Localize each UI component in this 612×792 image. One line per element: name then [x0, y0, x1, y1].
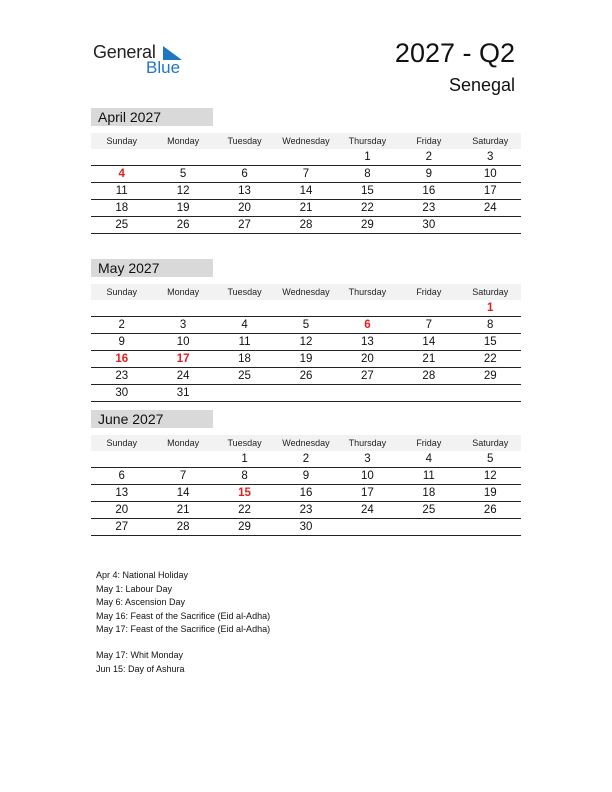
- day-cell: 3: [364, 453, 371, 465]
- weekday-label: Thursday: [348, 287, 387, 297]
- week-row: [91, 166, 521, 183]
- day-cell: [275, 149, 336, 165]
- weekday-label: Wednesday: [282, 287, 330, 297]
- day-cell: 7: [425, 319, 433, 331]
- holiday-note: May 17: Feast of the Sacrifice (Eid al-Adha): [96, 624, 271, 634]
- day-cell: 24: [361, 504, 374, 516]
- day-cell: 30: [422, 219, 436, 231]
- day-cell: 2: [425, 151, 433, 163]
- day-cell: 23: [422, 202, 436, 214]
- country-name: Senegal: [448, 75, 515, 95]
- day-cell: [337, 385, 398, 401]
- day-cell: [460, 519, 521, 535]
- day-cell: 21: [422, 353, 436, 365]
- weekday-label: Saturday: [472, 136, 509, 146]
- holiday-note: May 17: Whit Monday: [96, 650, 184, 660]
- day-cell: 22: [361, 202, 374, 214]
- day-cell: [152, 149, 213, 165]
- day-cell: 17: [361, 487, 374, 499]
- day-cell: 27: [238, 219, 251, 231]
- weekday-label: Tuesday: [227, 136, 262, 146]
- week-row: [91, 368, 521, 385]
- weekday-label: Thursday: [348, 136, 387, 146]
- day-cell: 5: [302, 319, 310, 331]
- quarter-title: 2027 - Q2: [394, 38, 515, 68]
- weekday-label: Wednesday: [282, 438, 330, 448]
- day-cell: [275, 300, 336, 316]
- day-cell: 13: [238, 185, 251, 197]
- day-cell: [275, 385, 336, 401]
- weekday-label: Sunday: [106, 438, 137, 448]
- logo-text-blue: Blue: [146, 58, 181, 77]
- week-row: [91, 149, 521, 166]
- weekday-label: Friday: [416, 438, 442, 448]
- holiday-note: May 16: Feast of the Sacrifice (Eid al-Adha): [96, 610, 271, 621]
- week-row: [91, 485, 521, 502]
- day-cell: 27: [361, 370, 374, 382]
- day-cell: 29: [361, 219, 374, 231]
- day-cell: 10: [361, 470, 374, 482]
- weekday-label: Saturday: [472, 287, 509, 297]
- month-label: April 2027: [91, 108, 213, 126]
- day-cell: 5: [179, 168, 187, 180]
- logo-text-general: General: [93, 42, 156, 62]
- day-cell: 20: [361, 353, 374, 365]
- day-cell: 1: [241, 453, 248, 465]
- weekday-label: Monday: [167, 287, 200, 297]
- week-row: [91, 183, 521, 200]
- day-cell: [398, 300, 459, 316]
- month-block: [91, 108, 521, 234]
- day-cell: 13: [115, 487, 129, 499]
- day-cell: 26: [299, 370, 313, 382]
- day-cell: 16: [299, 487, 313, 499]
- day-cell: 7: [179, 470, 187, 482]
- day-cell: 30: [115, 387, 129, 399]
- day-cell: [91, 451, 152, 467]
- day-cell: [214, 149, 275, 165]
- holiday-notes: [96, 569, 270, 637]
- day-cell: 5: [487, 453, 494, 465]
- weekday-label: Sunday: [106, 287, 137, 297]
- day-cell: [91, 300, 152, 316]
- day-cell: 27: [115, 521, 129, 533]
- day-cell: 9: [302, 470, 310, 482]
- holiday-notes-secondary: [96, 649, 185, 676]
- weekday-header-row: [91, 284, 521, 300]
- day-cell: 18: [238, 353, 251, 365]
- day-cell: 2: [302, 453, 310, 465]
- day-cell: 1: [364, 151, 371, 163]
- day-cell: 15: [483, 336, 497, 348]
- day-cell: 25: [115, 219, 129, 231]
- day-cell: 12: [483, 470, 497, 482]
- day-cell: 15: [238, 487, 251, 499]
- day-cell: 16: [422, 185, 436, 197]
- day-cell: 26: [483, 504, 497, 516]
- day-cell: [214, 300, 275, 316]
- day-cell: 6: [241, 168, 248, 180]
- day-cell: 19: [483, 487, 497, 499]
- day-cell: 12: [299, 336, 313, 348]
- week-row: [91, 502, 521, 519]
- day-cell: 9: [118, 336, 125, 348]
- day-cell: 4: [425, 453, 433, 465]
- day-cell: 18: [115, 202, 129, 214]
- holiday-note: May 6: Ascension Day: [96, 597, 186, 607]
- day-cell: [337, 300, 398, 316]
- day-cell: 14: [299, 185, 313, 197]
- holiday-note: May 1: Labour Day: [96, 583, 173, 594]
- day-cell: 25: [422, 504, 436, 516]
- day-cell: 4: [241, 319, 248, 331]
- weekday-header-row: [91, 133, 521, 149]
- day-cell: 10: [176, 336, 190, 348]
- month-block: [91, 410, 521, 536]
- day-cell: 11: [115, 185, 128, 197]
- day-cell: 15: [361, 185, 374, 197]
- weekday-label: Friday: [416, 287, 442, 297]
- day-cell: 22: [238, 504, 251, 516]
- day-cell: 16: [115, 353, 129, 365]
- week-row: [91, 317, 521, 334]
- day-cell: 13: [361, 336, 374, 348]
- weekday-label: Tuesday: [227, 287, 262, 297]
- month-block: [91, 259, 521, 402]
- day-cell: 25: [238, 370, 251, 382]
- weekday-label: Tuesday: [227, 438, 262, 448]
- day-cell: 28: [422, 370, 436, 382]
- day-cell: 19: [299, 353, 313, 365]
- day-cell: [337, 519, 398, 535]
- day-cell: 8: [364, 168, 371, 180]
- week-row: [91, 351, 521, 368]
- day-cell: 23: [115, 370, 129, 382]
- week-row: [91, 468, 521, 485]
- day-cell: 12: [176, 185, 190, 197]
- day-cell: 9: [425, 168, 433, 180]
- day-cell: 29: [483, 370, 497, 382]
- day-cell: [152, 300, 213, 316]
- week-row: [91, 334, 521, 351]
- day-cell: [152, 451, 213, 467]
- day-cell: [214, 385, 275, 401]
- weekday-label: Wednesday: [282, 136, 330, 146]
- day-cell: [460, 217, 521, 233]
- week-row: [91, 200, 521, 217]
- day-cell: 29: [238, 521, 251, 533]
- day-cell: 23: [299, 504, 313, 516]
- weekday-label: Friday: [416, 136, 442, 146]
- day-cell: 21: [176, 504, 190, 516]
- day-cell: 14: [422, 336, 436, 348]
- day-cell: 11: [422, 470, 435, 482]
- day-cell: 20: [238, 202, 251, 214]
- holiday-note: Jun 15: Day of Ashura: [96, 663, 185, 674]
- day-cell: 2: [118, 319, 125, 331]
- day-cell: 14: [176, 487, 190, 499]
- day-cell: 4: [118, 168, 125, 180]
- day-cell: 6: [118, 470, 125, 482]
- day-cell: [460, 385, 521, 401]
- day-cell: [398, 519, 459, 535]
- day-cell: 28: [299, 219, 313, 231]
- day-cell: 31: [176, 387, 190, 399]
- day-cell: 6: [364, 319, 371, 331]
- day-cell: 26: [176, 219, 190, 231]
- week-row: [91, 217, 521, 234]
- day-cell: 7: [302, 168, 310, 180]
- weekday-header-row: [91, 435, 521, 451]
- day-cell: 20: [115, 504, 129, 516]
- day-cell: 21: [299, 202, 313, 214]
- day-cell: 17: [176, 353, 190, 365]
- week-row: [91, 451, 521, 468]
- month-label: June 2027: [91, 410, 213, 428]
- day-cell: 18: [422, 487, 436, 499]
- day-cell: 19: [176, 202, 190, 214]
- day-cell: 11: [238, 336, 251, 348]
- day-cell: 22: [483, 353, 497, 365]
- week-row: [91, 519, 521, 536]
- day-cell: 17: [483, 185, 497, 197]
- day-cell: 24: [483, 202, 497, 214]
- holiday-note: Apr 4: National Holiday: [96, 570, 189, 580]
- weekday-label: Monday: [167, 438, 200, 448]
- weekday-label: Monday: [167, 136, 200, 146]
- month-label: May 2027: [91, 259, 213, 277]
- weekday-label: Saturday: [472, 438, 509, 448]
- day-cell: 1: [487, 302, 494, 314]
- day-cell: 10: [483, 168, 497, 180]
- week-row: [91, 300, 521, 317]
- brand-logo: [93, 42, 193, 78]
- week-row: [91, 385, 521, 402]
- day-cell: 8: [487, 319, 494, 331]
- weekday-label: Thursday: [348, 438, 387, 448]
- day-cell: 24: [176, 370, 190, 382]
- day-cell: 3: [179, 319, 187, 331]
- day-cell: 3: [487, 151, 494, 163]
- day-cell: 28: [176, 521, 190, 533]
- day-cell: [398, 385, 459, 401]
- day-cell: 30: [299, 521, 313, 533]
- day-cell: [91, 149, 152, 165]
- weekday-label: Sunday: [106, 136, 137, 146]
- day-cell: 8: [241, 470, 248, 482]
